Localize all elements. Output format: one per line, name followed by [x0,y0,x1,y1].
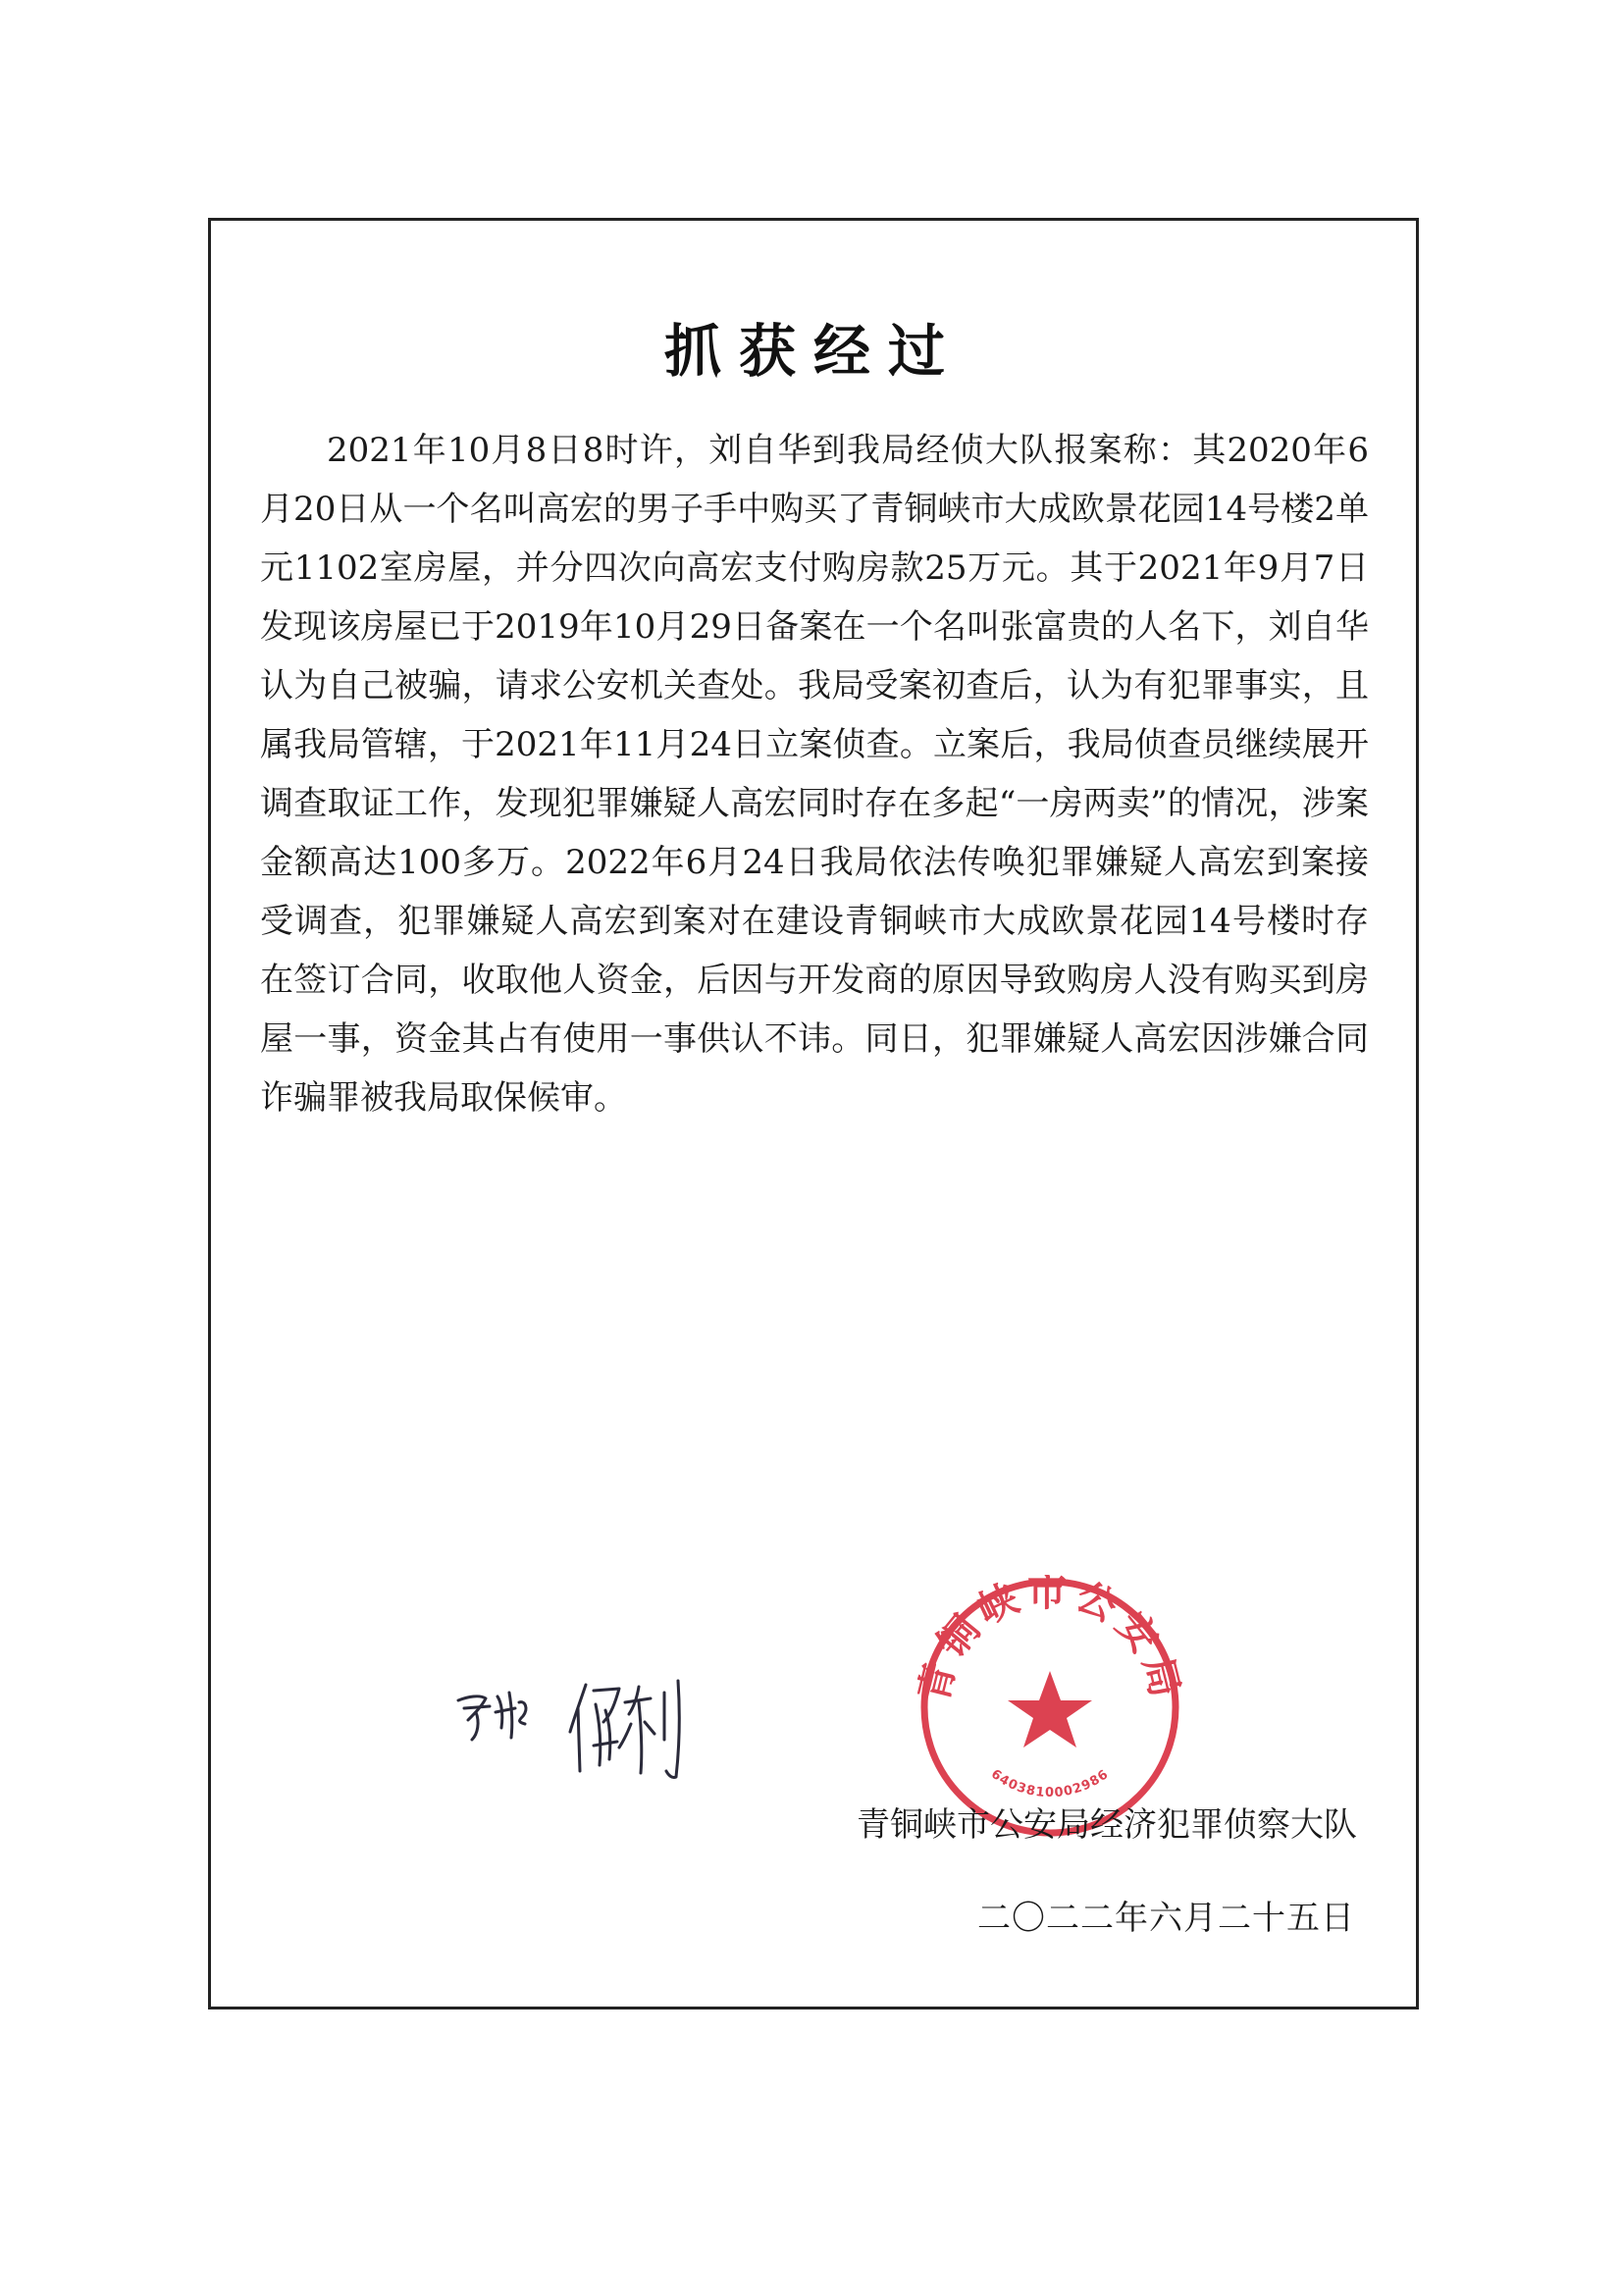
document-body: 2021年10月8日8时许，刘自华到我局经侦大队报案称：其2020年6月20日从一个名叫高宏的男子手中购买了青铜峡市大成欧景花园14号楼2单元1102室房屋，并分四次向高宏支付购房款25万元。其于2021年9月7日发现该房屋已于2019年10月29日备案在一个名叫张富贵的人名下，刘自华认为自己被骗，请求公安机关查处。我局受案初查后，认为有犯罪事实，且属我局管辖，于2021年11月24日立案侦查。立案后，我局侦查员继续展开调查取证工作，发现犯罪嫌疑人高宏同时存在多起“一房两卖”的情况，涉案金额高达100多万。2022年6月24日我局依法传唤犯罪嫌疑人高宏到案接受调查，犯罪嫌疑人高宏到案对在建设青铜峡市大成欧景花园14号楼时存在签订合同，收取他人资金，后因与开发商的原因导致购房人没有购买到房屋一事，资金其占有使用一事供认不讳。同日，犯罪嫌疑人高宏因涉嫌合同诈骗罪被我局取保候审。 [260,431,1369,1118]
handwritten-signature [446,1663,721,1791]
document-title: 抓获经过 [663,318,963,385]
svg-text:6403810002986: 6403810002986 [988,1766,1112,1801]
svg-text:青铜峡市公安局: 铜峡市公安 [928,1575,1172,1667]
document-frame [208,218,1419,2009]
issuing-organization: 青铜峡市公安局经济犯罪侦察大队 [857,1805,1357,1845]
issue-date: 二〇二二年六月二十五日 [977,1899,1355,1938]
